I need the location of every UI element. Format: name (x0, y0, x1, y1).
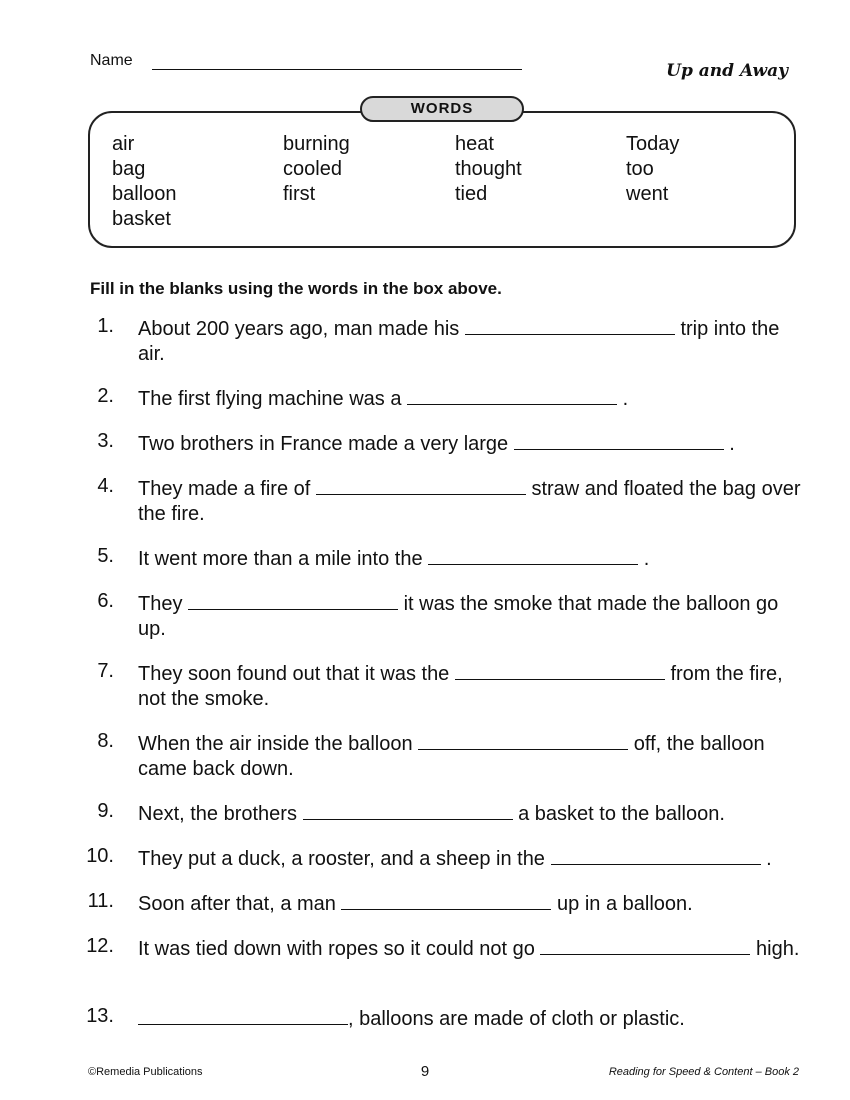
question-text-before: They soon found out that it was the (138, 663, 450, 685)
question-number: 3. (97, 430, 114, 452)
question-text-after: a basket to the balloon. (518, 803, 725, 825)
question-text-before: It went more than a mile into the (138, 548, 423, 570)
question-text (138, 314, 803, 367)
answer-blank[interactable] (407, 384, 617, 405)
word: heat (455, 133, 494, 155)
worksheet-title: Up and Away (666, 61, 788, 81)
question-text (138, 544, 803, 572)
word: cooled (283, 158, 342, 180)
answer-blank[interactable] (188, 589, 398, 610)
question-text-after: straw and floated the bag over the fire. (138, 478, 801, 525)
question-text (138, 934, 803, 962)
question-text-before: They (138, 593, 183, 615)
question-text (138, 384, 803, 412)
answer-blank[interactable] (455, 659, 665, 680)
question-text (138, 429, 803, 457)
question-text (138, 799, 803, 827)
question-text-after: it was the smoke that made the balloon go up. (138, 593, 779, 640)
question-number: 6. (97, 590, 114, 612)
instructions: Fill in the blanks using the words in the box above. (90, 279, 502, 298)
question-text-before: The first flying machine was a (138, 388, 402, 410)
answer-blank[interactable] (465, 314, 675, 335)
question-number: 11. (87, 890, 114, 912)
question-text-after: . (643, 548, 650, 570)
question-text-before: Soon after that, a man (138, 893, 336, 915)
question-text-after: off, the balloon came back down. (138, 733, 765, 780)
word: burning (283, 133, 350, 155)
question-text-before: Next, the brothers (138, 803, 297, 825)
answer-blank[interactable] (540, 934, 750, 955)
question-text-before: About 200 years ago, man made his (138, 318, 460, 340)
question-number: 5. (97, 545, 114, 567)
question-text-after: from the fire, not the smoke. (138, 663, 783, 710)
word-column-2 (283, 132, 350, 207)
word-column-3 (455, 132, 522, 207)
question-text-after: , balloons are made of cloth or plastic. (348, 1008, 685, 1030)
question-text-before: It was tied down with ropes so it could not go (138, 938, 535, 960)
word: basket (112, 208, 171, 230)
question-number: 10. (86, 845, 114, 867)
question-text-after: up in a balloon. (557, 893, 693, 915)
answer-blank[interactable] (138, 1004, 348, 1025)
question-number: 4. (97, 475, 114, 497)
word: too (626, 158, 654, 180)
question-text-before: When the air inside the balloon (138, 733, 413, 755)
question-number: 13. (86, 1005, 114, 1027)
footer-book-title: Reading for Speed & Content – Book 2 (608, 1066, 799, 1078)
answer-blank[interactable] (316, 474, 526, 495)
footer-publisher: ©Remedia Publications (88, 1066, 203, 1078)
question-text (138, 589, 803, 642)
answer-blank[interactable] (514, 429, 724, 450)
question-text-after: . (729, 433, 735, 455)
word: air (112, 133, 135, 155)
question-number: 8. (97, 730, 114, 752)
word: tied (455, 183, 488, 205)
word: thought (455, 158, 522, 180)
word: went (626, 183, 669, 205)
word-box (88, 111, 796, 248)
question-text-before: They put a duck, a rooster, and a sheep in the (138, 848, 545, 870)
answer-blank[interactable] (303, 799, 513, 820)
question-text-before: They made a fire of (138, 478, 311, 500)
question-text (138, 474, 803, 527)
word-column-4 (626, 132, 679, 207)
question-text (138, 729, 803, 782)
question-text-after: . (766, 848, 772, 870)
question-text (138, 1004, 803, 1032)
question-text-after: . (622, 388, 629, 410)
word-column-1 (112, 132, 177, 232)
question-text (138, 659, 803, 712)
question-text-after: trip into the air. (138, 318, 780, 365)
page-number: 9 (420, 1063, 430, 1080)
name-label: Name (90, 52, 133, 69)
question-number: 7. (97, 660, 114, 682)
question-number: 1. (97, 315, 114, 337)
answer-blank[interactable] (551, 844, 761, 865)
question-text (138, 889, 803, 917)
question-number: 2. (97, 385, 114, 407)
word: first (283, 183, 316, 205)
answer-blank[interactable] (428, 544, 638, 565)
question-text-after: high. (756, 938, 800, 960)
question-text (138, 844, 803, 872)
question-text-before: Two brothers in France made a very large (138, 433, 509, 455)
answer-blank[interactable] (418, 729, 628, 750)
word-box-label: WORDS (360, 96, 524, 122)
word: bag (112, 158, 146, 180)
name-field[interactable] (152, 69, 522, 70)
question-number: 9. (97, 800, 114, 822)
word: Today (626, 133, 680, 155)
answer-blank[interactable] (341, 889, 551, 910)
word: balloon (112, 183, 177, 205)
question-number: 12. (86, 935, 114, 957)
